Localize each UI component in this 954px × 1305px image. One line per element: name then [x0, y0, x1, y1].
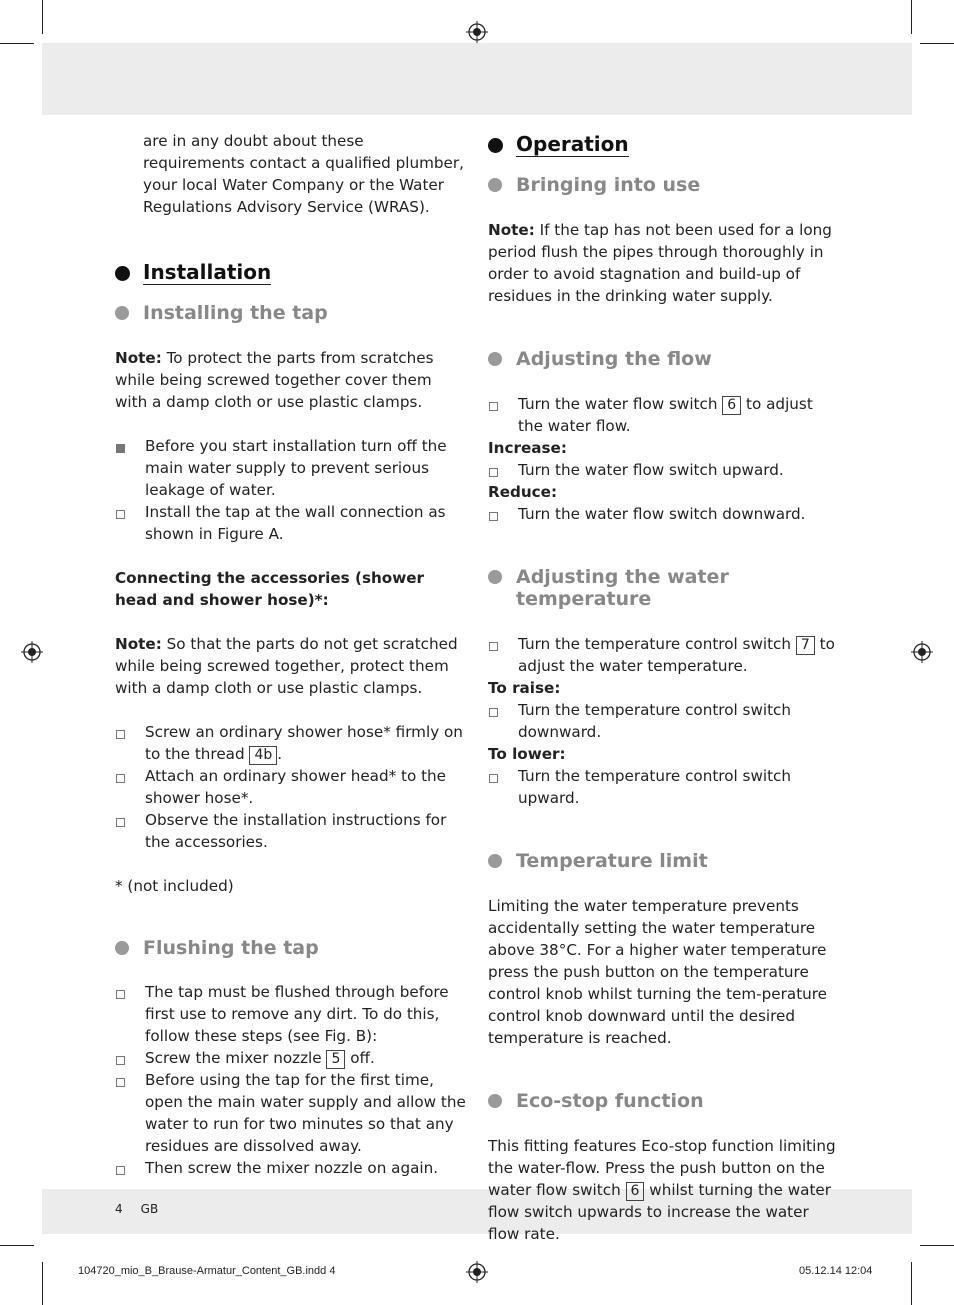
- right-column: [488, 130, 840, 1245]
- bullet-dot-icon: [488, 138, 503, 153]
- bullet-dot-icon: [488, 1094, 502, 1108]
- list-item: Install the tap at the wall connection as shown in Figure A.: [115, 501, 467, 545]
- file-slug: 104720_mio_B_Brause-Armatur_Content_GB.indd 4: [78, 1265, 336, 1277]
- list-item: Turn the water flow switch 6 to adjust the water flow.: [488, 393, 840, 437]
- part-reference: 6: [626, 1182, 645, 1201]
- label-increase: Increase:: [488, 439, 567, 457]
- crop-mark: [911, 0, 912, 34]
- list-item: Before you start installation turn off the main water supply to prevent serious leakage of water.: [115, 435, 467, 501]
- list-item: Turn the temperature control switch 7 to adjust the water temperature.: [488, 633, 840, 677]
- page-number: 4 GB: [115, 1202, 159, 1216]
- heading-adjusting-temperature: Adjusting the water temperature: [488, 566, 840, 610]
- registration-mark-icon: [911, 641, 933, 663]
- list-item: Screw the mixer nozzle 5 off.: [115, 1047, 467, 1069]
- list-item: Turn the temperature control switch upward.: [488, 765, 840, 809]
- square-bullet-icon: [489, 512, 498, 521]
- registration-mark-icon: [21, 641, 43, 663]
- crop-mark: [42, 1262, 43, 1305]
- subheading-connecting: Connecting the accessories (shower head and shower hose)*:: [115, 569, 425, 609]
- note-paragraph: Note: If the tap has not been used for a long period flush the pipes through thoroughly in order to avoid stagnation and build-up of residues in the drinking water supply.: [488, 221, 832, 305]
- list-item: Observe the installation instructions for the accessories.: [115, 809, 467, 853]
- square-bullet-icon: [116, 1078, 125, 1087]
- square-bullet-icon: [489, 642, 498, 651]
- heading-eco-stop: Eco-stop function: [488, 1090, 840, 1112]
- square-bullet-icon: [116, 818, 125, 827]
- crop-mark: [920, 43, 954, 44]
- square-bullet-icon: [116, 510, 125, 519]
- list-item: Before using the tap for the first time, open the main water supply and allow the water to run for two minutes so that any residues are dissolved away.: [115, 1069, 467, 1157]
- crop-mark: [0, 43, 34, 44]
- square-bullet-icon: [489, 708, 498, 717]
- left-column: [115, 130, 467, 1179]
- heading-flushing-tap: Flushing the tap: [115, 937, 467, 959]
- bullet-dot-icon: [115, 306, 129, 320]
- square-bullet-icon: [489, 402, 498, 411]
- registration-mark-icon: [466, 1261, 488, 1283]
- crop-mark: [911, 1262, 912, 1305]
- list-item: Screw an ordinary shower hose* firmly on to the thread 4b .: [115, 721, 467, 765]
- part-reference: 6: [722, 396, 741, 415]
- temperature-limit-paragraph: Limiting the water temperature prevents accidentally setting the water temperature above 38°C. For a higher water temperature press the push button on the temperature control knob whilst turning the tem-perature control knob downward until the desired temperature is reached.: [488, 897, 828, 1047]
- bullet-dot-icon: [115, 941, 129, 955]
- bullet-dot-icon: [115, 266, 130, 281]
- bullet-dot-icon: [488, 570, 502, 584]
- list-item: Turn the temperature control switch downward.: [488, 699, 840, 743]
- note-paragraph: Note: So that the parts do not get scratched while being screwed together, protect them with a damp cloth or use plastic clamps.: [115, 635, 458, 697]
- square-bullet-icon: [489, 468, 498, 477]
- footnote: * (not included): [115, 877, 234, 895]
- part-reference: 4b: [249, 746, 277, 765]
- bullet-dot-icon: [488, 352, 502, 366]
- language-code: GB: [140, 1202, 159, 1216]
- crop-mark: [42, 0, 43, 34]
- date-slug: 05.12.14 12:04: [799, 1265, 873, 1277]
- header-band: [42, 43, 912, 115]
- registration-mark-icon: [466, 21, 488, 43]
- heading-installation: Installation: [115, 258, 467, 288]
- crop-mark: [0, 1245, 34, 1246]
- note-paragraph: Note: To protect the parts from scratches while being screwed together cover them with a damp cloth or use plastic clamps.: [115, 349, 434, 411]
- square-bullet-icon: [116, 1166, 125, 1175]
- heading-operation: Operation: [488, 130, 840, 160]
- square-bullet-icon: [116, 1056, 125, 1065]
- list-item: Attach an ordinary shower head* to the shower hose*.: [115, 765, 467, 809]
- heading-adjusting-flow: Adjusting the flow: [488, 348, 840, 370]
- square-bullet-icon: [116, 730, 125, 739]
- part-reference: 7: [796, 636, 815, 655]
- heading-installing-tap: Installing the tap: [115, 302, 467, 324]
- crop-mark: [920, 1245, 954, 1246]
- square-bullet-icon: [116, 990, 125, 999]
- square-bullet-icon: [489, 774, 498, 783]
- list-item: Turn the water flow switch downward.: [488, 503, 840, 525]
- eco-stop-paragraph: This fitting features Eco-stop function limiting the water-flow. Press the push button on the water flow switch 6 whilst turning the water flow switch upwards to increase the water flow rate.: [488, 1137, 836, 1243]
- heading-bringing-into-use: Bringing into use: [488, 174, 840, 196]
- list-item: Then screw the mixer nozzle on again.: [115, 1157, 467, 1179]
- label-reduce: Reduce:: [488, 483, 558, 501]
- continued-paragraph: are in any doubt about these requirements contact a qualified plumber, your local Water Company or the Water Regulations Advisory Service (WRAS).: [143, 132, 464, 216]
- label-lower: To lower:: [488, 745, 566, 763]
- heading-temperature-limit: Temperature limit: [488, 850, 840, 872]
- bullet-dot-icon: [488, 178, 502, 192]
- bullet-dot-icon: [488, 854, 502, 868]
- square-bullet-icon: [116, 444, 125, 453]
- part-reference: 5: [326, 1050, 345, 1069]
- list-item: The tap must be flushed through before first use to remove any dirt. To do this, follow these steps (see Fig. B):: [115, 981, 467, 1047]
- list-item: Turn the water flow switch upward.: [488, 459, 840, 481]
- label-raise: To raise:: [488, 679, 561, 697]
- square-bullet-icon: [116, 774, 125, 783]
